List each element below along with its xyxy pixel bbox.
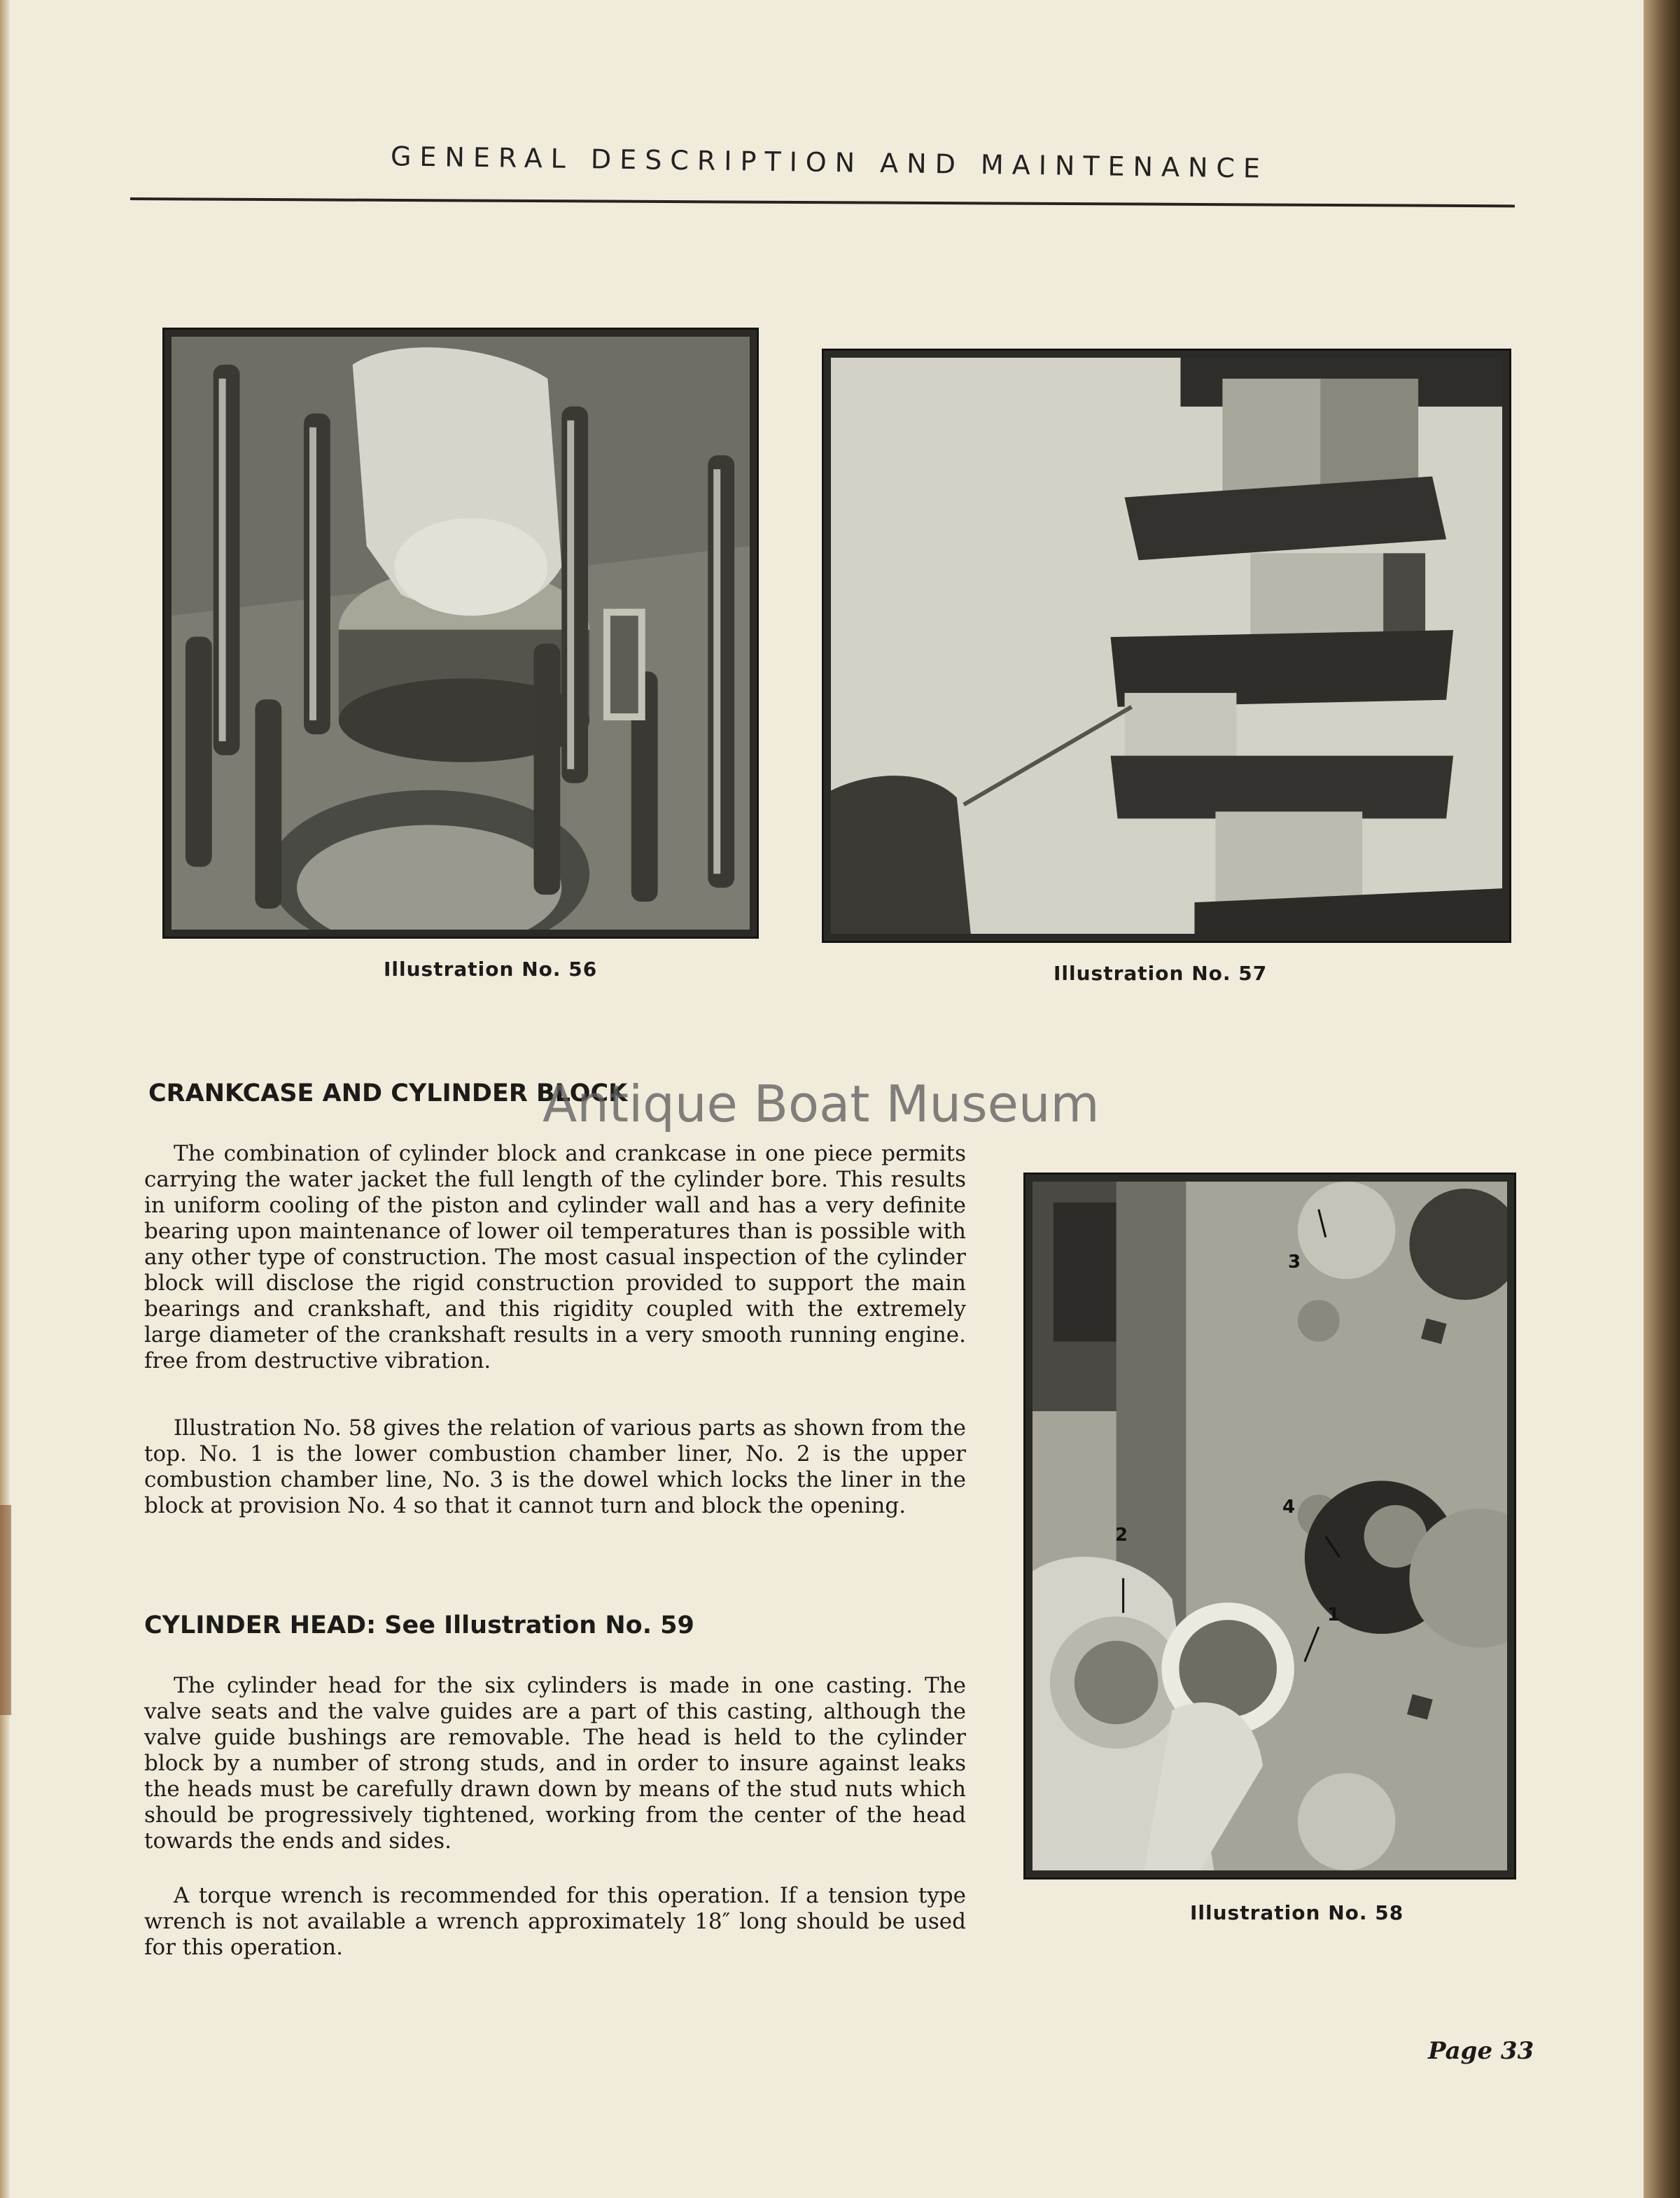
callout-3: 3: [1288, 1252, 1301, 1273]
engine-block-photo-icon: [172, 337, 750, 930]
cylinder-liner-photo-icon: [1032, 1182, 1507, 1870]
book-binding: [1644, 0, 1680, 2198]
crankcase-heading: CRANKCASE AND CYLINDER BLOCK: [148, 1079, 628, 1107]
callout-1: 1: [1327, 1604, 1340, 1625]
crankshaft-photo-icon: [831, 358, 1502, 934]
page-stain: [0, 1505, 11, 1715]
running-head: GENERAL DESCRIPTION AND MAINTENANCE: [390, 141, 1269, 184]
cylinder-head-heading: CYLINDER HEAD: See Illustration No. 59: [144, 1611, 694, 1639]
illustration-58-caption: Illustration No. 58: [1190, 1901, 1404, 1924]
illustration-56-caption: Illustration No. 56: [384, 958, 598, 981]
crankcase-paragraph-1: The combination of cylinder block and crankcase in one piece permits carrying the water jacket the full length of the cylinder bore. This results in uniform cooling of the piston and cylinder wall and has a very definite bearing upon maintenance of lower oil temperatures than is possible with any other type of construction. The most casual inspection of the cylinder block will disclose the rigid construction provided to support the main bearings and crankshaft, and this rigidity coupled with the extremely large diameter of the crankshaft results in a very smooth running engine. free from destructive vibration.: [144, 1141, 966, 1373]
watermark: Antique Boat Museum: [542, 1074, 1100, 1133]
illustration-56-photo: [162, 328, 759, 939]
callout-4: 4: [1282, 1497, 1296, 1518]
page-edge-shadow: [0, 0, 10, 2198]
illustration-57-caption: Illustration No. 57: [1054, 962, 1268, 985]
illustration-58-photo: [1023, 1172, 1516, 1879]
cylinder-head-paragraph-2: A torque wrench is recommended for this operation. If a tension type wrench is not available a wrench approximately 18″ long should be used for this operation.: [144, 1883, 966, 1960]
crankcase-paragraph-2: Illustration No. 58 gives the relation of various parts as shown from the top. No. 1 is the lower combustion chamber liner, No. 2 is the upper combustion chamber line, No. 3 is the dowel which locks the liner in the block at provision No. 4 so that it cannot turn and block the opening.: [144, 1415, 966, 1518]
cylinder-head-paragraph-1: The cylinder head for the six cylinders is made in one casting. The valve seats and the valve guides are a part of this casting, although the valve guide bushings are removable. The head is held to the cylinder block by a number of strong studs, and in order to insure against leaks the heads must be carefully drawn down by means of the stud nuts which should be progressively tightened, working from the center of the head towards the ends and sides.: [144, 1673, 966, 1854]
page-number: Page 33: [1428, 2037, 1534, 2065]
header-rule: [130, 197, 1515, 207]
illustration-57-photo: [822, 349, 1511, 943]
callout-2: 2: [1115, 1525, 1128, 1546]
